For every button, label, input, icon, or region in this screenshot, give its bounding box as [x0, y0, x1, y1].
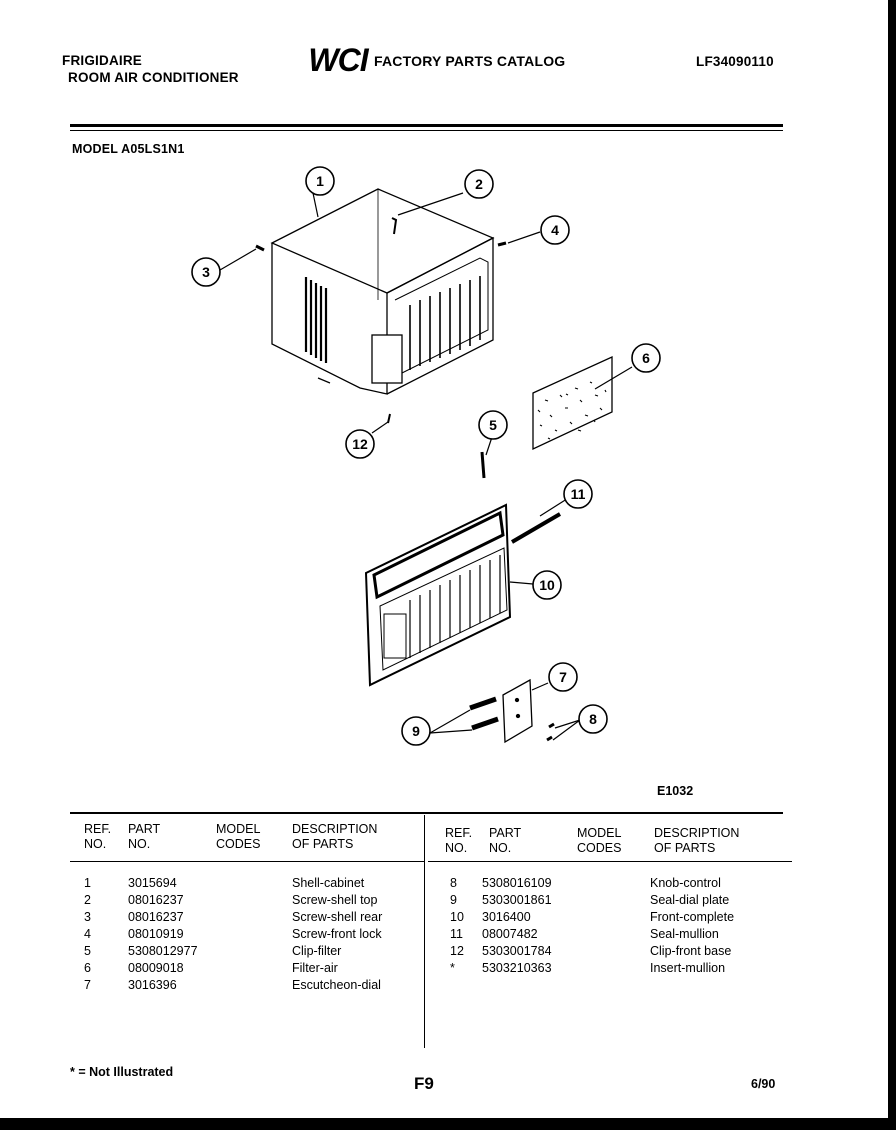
table-top-rule — [70, 812, 783, 814]
page-border-bottom — [0, 1118, 896, 1130]
header-ref-no-right: REF. NO. — [445, 826, 473, 855]
callout-label-3: 3 — [202, 264, 210, 280]
callout-label-1: 1 — [316, 173, 324, 189]
header-part-no: PART NO. — [128, 822, 161, 851]
header-model-codes-right: MODEL CODES — [577, 826, 622, 855]
figure-code: E1032 — [657, 784, 694, 798]
header-model-codes: MODEL CODES — [216, 822, 261, 851]
callout-label-12: 12 — [352, 436, 368, 452]
table-row: 7 3016396 Escutcheon-dial — [84, 978, 381, 992]
table-row: 3 08016237 Screw-shell rear — [84, 910, 383, 924]
parts-table-left — [84, 876, 382, 995]
table-header-rule-left — [70, 861, 424, 862]
table-divider — [424, 815, 425, 1048]
header-description: DESCRIPTION OF PARTS — [292, 822, 378, 851]
page-number: F9 — [414, 1074, 434, 1093]
table-row: 1 3015694 Shell-cabinet — [84, 876, 365, 890]
table-row: 12 5303001784 Clip-front base — [450, 944, 732, 958]
header-ref-no: REF. NO. — [84, 822, 112, 851]
product-name: ROOM AIR CONDITIONER — [68, 70, 239, 85]
table-row: 6 08009018 Filter-air — [84, 961, 338, 975]
callout-label-10: 10 — [539, 577, 555, 593]
parts-table-right — [450, 876, 734, 978]
table-row: * 5303210363 Insert-mullion — [450, 961, 726, 975]
brand-name: FRIGIDAIRE — [62, 53, 143, 68]
header-part-no-right: PART NO. — [489, 826, 522, 855]
callout-label-7: 7 — [559, 669, 567, 685]
catalog-title: FACTORY PARTS CATALOG — [374, 53, 566, 69]
air-filter-shape — [533, 357, 612, 449]
header-description-right: DESCRIPTION OF PARTS — [654, 826, 740, 855]
callout-label-9: 9 — [412, 723, 420, 739]
table-row: 8 5308016109 Knob-control — [450, 876, 721, 890]
callout-label-11: 11 — [570, 486, 586, 502]
wci-logo-text: WCI — [308, 43, 368, 75]
print-date: 6/90 — [751, 1077, 776, 1091]
table-row: 9 5303001861 Seal-dial plate — [450, 893, 730, 907]
callout-label-2: 2 — [475, 176, 483, 192]
table-header-rule-right — [428, 861, 792, 862]
table-row: 10 3016400 Front-complete — [450, 910, 735, 924]
catalog-number: LF34090110 — [696, 54, 774, 69]
footnote-not-illustrated: * = Not Illustrated — [70, 1065, 174, 1079]
table-row: 2 08016237 Screw-shell top — [84, 893, 378, 907]
callout-label-6: 6 — [642, 350, 650, 366]
table-row: 11 08007482 Seal-mullion — [450, 927, 719, 941]
model-label: MODEL A05LS1N1 — [72, 142, 185, 156]
callout-label-5: 5 — [489, 417, 497, 433]
table-row: 5 5308012977 Clip-filter — [84, 944, 342, 958]
callout-label-8: 8 — [589, 711, 597, 727]
table-row: 4 08010919 Screw-front lock — [84, 927, 382, 941]
callout-label-4: 4 — [551, 222, 559, 238]
